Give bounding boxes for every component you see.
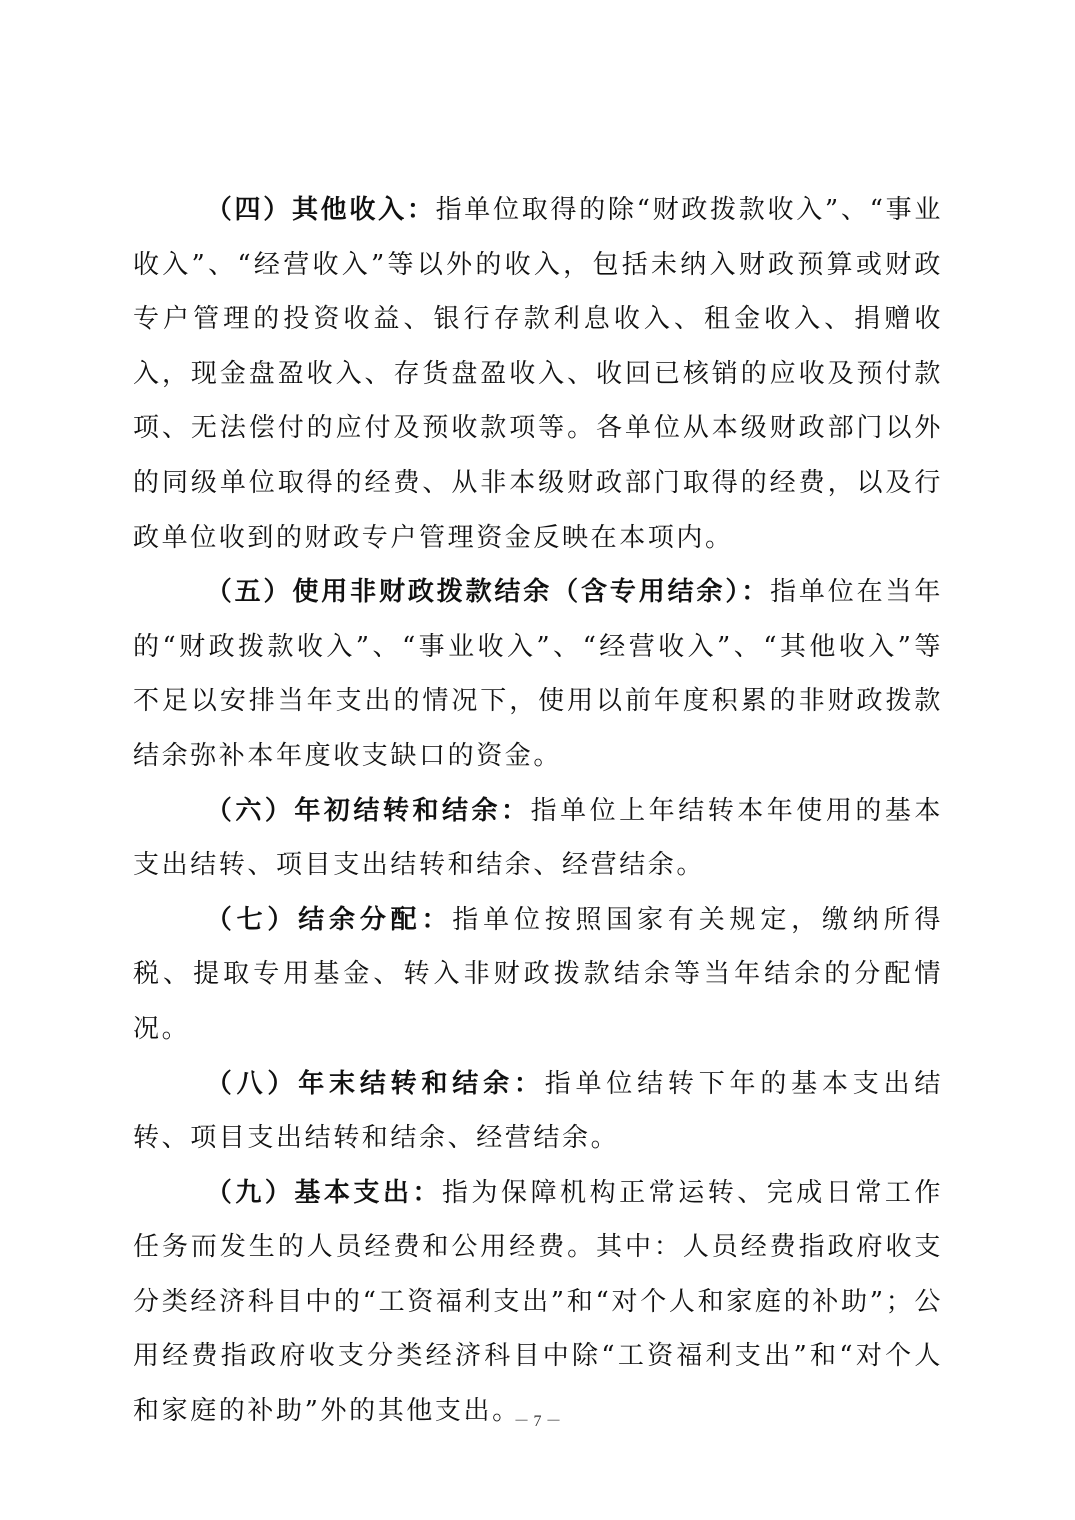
section-text: 指单位取得的除“财政拨款收入”、“事业收入”、“经营收入”等以外的收入，包括未纳入财政预算或财政专户管理的投资收益、银行存款利息收入、租金收入、捐赠收入，现金盘盈收入、存货盘盈收入、收回已核销的应收及预付款项、无法偿付的应付及预收款项等。各单位从本级财政部门以外的同级单位取得的经费、从非本级财政部门取得的经费，以及行政单位收到的财政专户管理资金反映在本项内。 [133,195,943,553]
section-heading: （五）使用非财政拨款结余（含专用结余）： [205,577,771,608]
section-heading: （八）年末结转和结余： [205,1068,545,1099]
section-heading: （四）其他收入： [205,195,436,225]
paragraph-opening-balance [133,784,943,893]
section-text: 指为保障机构正常运转、完成日常工作任务而发生的人员经费和公用经费。其中：人员经费指政府收支分类经济科目中的“工资福利支出”和“对个人和家庭的补助”；公用经费指政府收支分类经济科目中除“工资福利支出”和“对个人和家庭的补助”外的其他支出。 [133,1177,943,1427]
paragraph-closing-balance [133,1057,943,1166]
section-heading: （七）结余分配： [205,904,453,935]
page-number: － 7 － [513,1413,562,1430]
paragraph-non-fiscal-balance [133,565,943,783]
section-text: 指单位在当年的“财政拨款收入”、“事业收入”、“经营收入”、“其他收入”等不足以安排当年支出的情况下，使用以前年度积累的非财政拨款结余弥补本年度收支缺口的资金。 [133,577,943,771]
paragraph-surplus-distribution [133,893,943,1057]
section-text: 指单位结转下年的基本支出结转、项目支出结转和结余、经营结余。 [133,1068,943,1154]
section-text: 指单位按照国家有关规定，缴纳所得税、提取专用基金、转入非财政拨款结余等当年结余的分配情况。 [133,904,943,1044]
section-heading: （九）基本支出： [205,1177,442,1208]
paragraph-other-income [133,183,943,565]
paragraph-basic-expenditure [133,1166,943,1439]
section-text: 指单位上年结转本年使用的基本支出结转、项目支出结转和结余、经营结余。 [133,795,943,881]
document-body [133,183,943,1439]
section-heading: （六）年初结转和结余： [205,795,531,826]
